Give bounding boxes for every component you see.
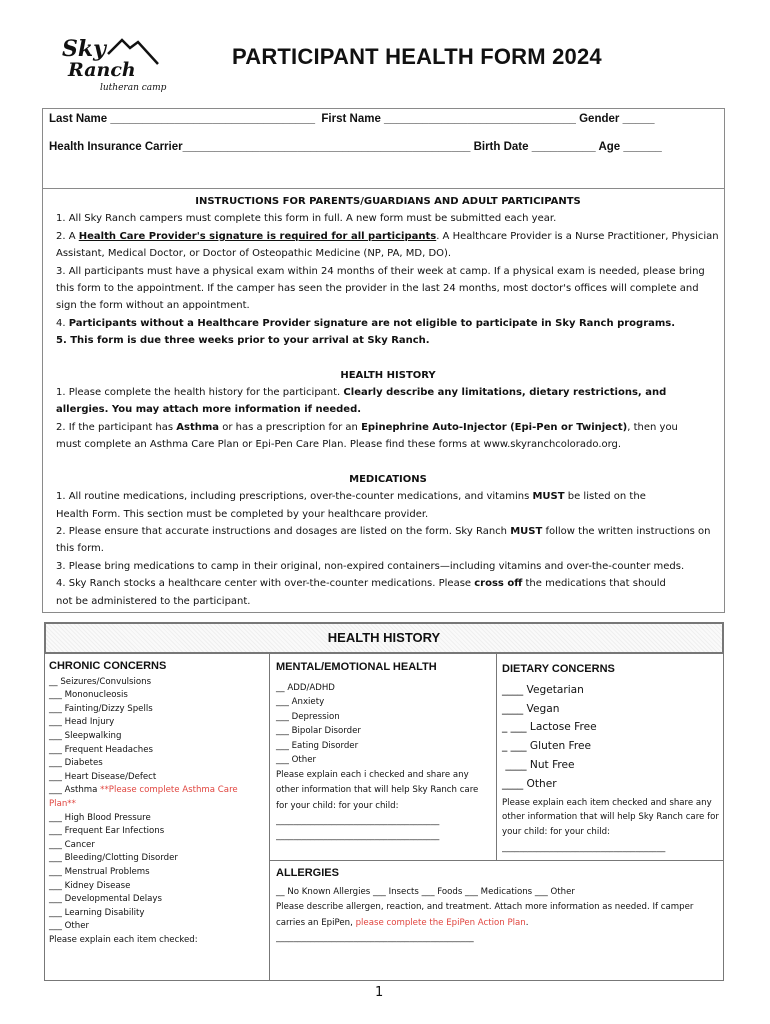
dietary-concerns-heading: DIETARY CONCERNS xyxy=(502,663,615,675)
chronic-item[interactable]: ___ Frequent Headaches xyxy=(49,744,153,755)
chronic-item[interactable]: ___ Diabetes xyxy=(49,758,103,769)
epipen-action-plan-note: please complete the EpiPen Action Plan xyxy=(355,917,526,928)
mental-item[interactable]: ___ Depression xyxy=(276,711,340,722)
dietary-concerns-column xyxy=(502,660,720,856)
dietary-item[interactable]: ____ Other xyxy=(502,777,557,790)
instruction-5: 5. This form is due three weeks prior to your arrival at Sky Ranch. xyxy=(56,335,430,347)
instruction-2: 2. A Health Care Provider's signature is required for all participants. A Healthcare Provider is a Nurse Practitioner, Physician Assistant, Medical Doctor, or Doctor of Osteopathic Medicine (NP, PA, MD, DO). xyxy=(56,230,719,260)
allergy-options[interactable]: __ No Known Allergies ___ Insects ___ Foods ___ Medications ___ Other xyxy=(276,886,575,897)
chronic-item[interactable]: ___ High Blood Pressure xyxy=(49,812,151,823)
chronic-item[interactable]: __ Seizures/Convulsions xyxy=(49,676,152,687)
mental-item[interactable]: __ ADD/ADHD xyxy=(276,682,335,693)
row-divider xyxy=(269,860,724,861)
page-number: 1 xyxy=(375,985,384,1000)
chronic-item[interactable]: ___ Heart Disease/Defect xyxy=(49,771,157,782)
health-history-heading: HEALTH HISTORY xyxy=(340,369,436,381)
form-title: PARTICIPANT HEALTH FORM 2024 xyxy=(232,44,602,69)
chronic-explain-label: Please explain each item checked: xyxy=(49,934,198,945)
chronic-concerns-column xyxy=(49,660,264,947)
health-history-2: 2. If the participant has Asthma or has a prescription for an Epinephrine Auto-Injector (Epi-Pen or Twinject), then you must complete an Asthma Care Plan or Epi-Pen Care Plan. Please find these forms at www.skyranchcolorado.org. xyxy=(56,421,678,451)
dietary-answer-line[interactable]: ______________________________________ xyxy=(502,843,666,854)
chronic-item[interactable]: ___ Other xyxy=(49,921,90,932)
chronic-item[interactable]: ___ Fainting/Dizzy Spells xyxy=(49,703,153,714)
mental-item[interactable]: ___ Eating Disorder xyxy=(276,740,359,751)
divider xyxy=(43,188,724,189)
mental-item[interactable]: ___ Other xyxy=(276,755,317,765)
dietary-explain-label: Please explain each item checked and share any other information that will help Sky Ranch care for your child: for your child: xyxy=(502,797,719,837)
chronic-item-asthma[interactable]: ___ Asthma **Please complete Asthma Care Plan** xyxy=(49,785,238,809)
chronic-item[interactable]: ___ Head Injury xyxy=(49,717,115,728)
dietary-item[interactable]: ____ Vegan xyxy=(502,702,560,715)
dietary-item[interactable]: ____ Nut Free xyxy=(502,758,575,771)
column-divider xyxy=(496,654,497,860)
sky-ranch-logo xyxy=(60,34,180,98)
medications-3: 3. Please bring medications to camp in their original, non-expired containers—including vitamins and over-the-counter meds. xyxy=(56,560,685,572)
column-divider xyxy=(269,654,270,981)
health-history-1: 1. Please complete the health history for the participant. Clearly describe any limitations, dietary restrictions, and allergies. You may attach more information if needed. xyxy=(56,387,667,416)
medications-heading: MEDICATIONS xyxy=(349,473,427,485)
chronic-item[interactable]: ___ Mononucleosis xyxy=(49,690,128,701)
instructions-heading: INSTRUCTIONS FOR PARENTS/GUARDIANS AND ADULT PARTICIPANTS xyxy=(195,196,581,207)
chronic-item[interactable]: ___ Kidney Disease xyxy=(49,880,131,891)
mental-explain-label: Please explain each i checked and share any other information that will help Sky Ranch care for your child: for your child: xyxy=(276,769,479,811)
mental-item[interactable]: ___ Bipolar Disorder xyxy=(276,726,361,736)
medications-2: 2. Please ensure that accurate instructions and dosages are listed on the form. Sky Ranch MUST follow the written instructions on this form. xyxy=(56,525,711,555)
dietary-item[interactable]: _ ___ Lactose Free xyxy=(502,721,597,734)
svg-text:lutheran camp: lutheran camp xyxy=(100,83,167,93)
svg-text:Ranch: Ranch xyxy=(68,59,136,81)
instructions-section xyxy=(56,193,720,610)
chronic-item[interactable]: ___ Learning Disability xyxy=(49,907,145,918)
chronic-item[interactable]: ___ Menstrual Problems xyxy=(49,866,150,877)
chronic-item[interactable]: ___ Developmental Delays xyxy=(49,894,162,905)
chronic-item[interactable]: ___ Frequent Ear Infections xyxy=(49,826,165,837)
mental-answer-line[interactable]: ______________________________________ xyxy=(276,816,440,826)
instruction-4: 4. Participants without a Healthcare Provider signature are not eligible to participate in Sky Ranch programs. xyxy=(56,317,676,329)
instruction-3: 3. All participants must have a physical exam within 24 months of their week at camp. If a physical exam is needed, please bring this form to the appointment. If the camper has seen the provider in the last 24 months, most doctor's offices will complete and sign the form without an appointment. xyxy=(56,265,705,312)
instruction-1: 1. All Sky Ranch campers must complete this form in full. A new form must be submitted each year. xyxy=(56,213,557,225)
allergies-heading: ALLERGIES xyxy=(276,867,339,879)
name-gender-row[interactable]: Last Name ________________________________ First Name ______________________________ Gender _____ xyxy=(49,113,655,125)
mental-health-heading: MENTAL/EMOTIONAL HEALTH xyxy=(276,661,437,673)
chronic-item[interactable]: ___ Cancer xyxy=(49,839,95,850)
chronic-item[interactable]: ___ Bleeding/Clotting Disorder xyxy=(49,853,178,864)
chronic-item[interactable]: ___ Sleepwalking xyxy=(49,730,122,741)
allergy-answer-line[interactable]: ______________________________________________ xyxy=(276,933,474,943)
chronic-concerns-heading: CHRONIC CONCERNS xyxy=(49,660,167,672)
dietary-item[interactable]: ____ Vegetarian xyxy=(502,683,584,696)
svg-text:Sky: Sky xyxy=(62,36,106,62)
mental-item[interactable]: ___ Anxiety xyxy=(276,697,325,707)
insurance-birth-age-row[interactable]: Health Insurance Carrier_____________________________________________ Birth Date __________ Age ______ xyxy=(49,141,662,153)
medications-4: 4. Sky Ranch stocks a healthcare center with over-the-counter medications. Please cross off the medications that should not be administered to the participant. xyxy=(56,578,666,607)
mental-answer-line[interactable]: ______________________________________ xyxy=(276,830,440,841)
dietary-item[interactable]: _ ___ Gluten Free xyxy=(502,740,592,753)
asthma-care-plan-note: **Please complete Asthma Care Plan** xyxy=(49,785,238,809)
allergy-instructions: Please describe allergen, reaction, and treatment. Attach more information as needed. If camper carries an EpiPen, please complete the EpiPen Action Plan. xyxy=(276,902,694,928)
allergies-section xyxy=(276,866,721,947)
mental-health-column xyxy=(276,660,490,843)
health-history-table-title: HEALTH HISTORY xyxy=(44,622,724,654)
medications-1: 1. All routine medications, including prescriptions, over-the-counter medications, and vitamins MUST be listed on the Health Form. This section must be completed by your healthcare provider. xyxy=(56,491,646,520)
